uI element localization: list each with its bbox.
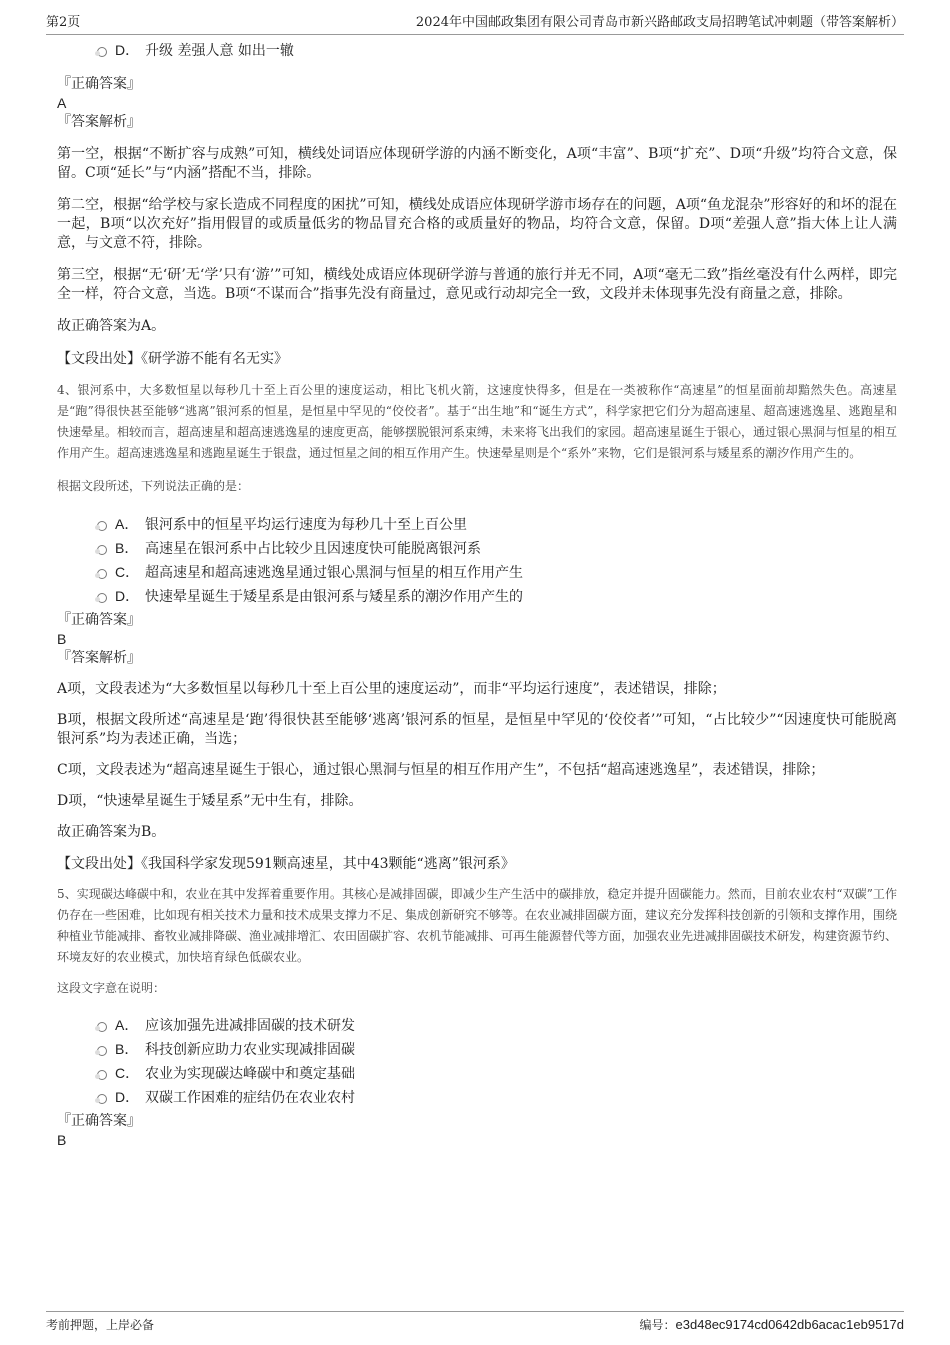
radio-icon[interactable]: [97, 545, 107, 555]
q3-source: 【文段出处】《研学游不能有名无实》: [57, 351, 288, 367]
radio-icon[interactable]: [97, 1046, 107, 1056]
q5-answer-label: 『正确答案』: [57, 1113, 141, 1129]
q4-option-a[interactable]: A． 银河系中的恒星平均运行速度为每秒几十至上百公里: [57, 512, 897, 536]
q4-answer-label: 『正确答案』: [57, 612, 141, 628]
q5-answer: B: [57, 1132, 67, 1148]
q4-option-b[interactable]: B． 高速星在银河系中占比较少且因速度快可能脱离银河系: [57, 536, 897, 560]
q3-conclusion: 故正确答案为A。: [57, 318, 166, 334]
q5-options: [57, 1013, 897, 1109]
q4-analysis-label: 『答案解析』: [57, 650, 141, 666]
q5-option-a[interactable]: A． 应该加强先进减排固碳的技术研发: [57, 1013, 897, 1037]
q4-analysis-c: C项，文段表述为“超高速星诞生于银心，通过银心黑洞与恒星的相互作用产生”，不包括“超高速逃逸星”，表述错误，排除；: [57, 762, 825, 778]
q4-analysis-a: A项，文段表述为“大多数恒星以每秒几十至上百公里的速度运动”，而非“平均运行速度”，表述错误，排除；: [57, 681, 726, 697]
footer-code: 编号：e3d48ec9174cd0642db6acac1eb9517d: [639, 1317, 904, 1332]
page-header: [46, 14, 904, 35]
q3-answer-label: 『正确答案』: [57, 76, 141, 92]
q4-analysis-b: B项，根据文段所述“高速星是‘跑’得很快甚至能够‘逃离’银河系的恒星，是恒星中罕见的‘佼佼者’”可知，“占比较少”“因速度快可能脱离银河系”均为表述正确，当选；: [57, 712, 897, 747]
radio-icon[interactable]: [97, 521, 107, 531]
page-content: [57, 38, 897, 1150]
q4-answer: B: [57, 631, 67, 647]
q4-option-c[interactable]: C． 超高速星和超高速逃逸星通过银心黑洞与恒星的相互作用产生: [57, 560, 897, 584]
radio-icon[interactable]: [97, 593, 107, 603]
document-title: 2024年中国邮政集团有限公司青岛市新兴路邮政支局招聘笔试冲刺题（带答案解析）: [415, 15, 904, 30]
q3-analysis-3: 第三空，根据“无‘研’无‘学’只有‘游’”可知，横线处成语应体现研学游与普通的旅行并无不同，A项“毫无二致”指丝毫没有什么两样，即完全一样，符合文意，当选。B项“不谋而合”指事先没有商量过，意见或行动却完全一致，文段并未体现事先没有商量之意，排除。: [57, 267, 897, 302]
radio-icon[interactable]: [97, 1022, 107, 1032]
q3-analysis-1: 第一空，根据“不断扩容与成熟”可知，横线处词语应体现研学游的内涵不断变化，A项“丰富”、B项“扩充”、D项“升级”均符合文意，保留。C项“延长”与“内涵”搭配不当，排除。: [57, 146, 897, 181]
radio-icon[interactable]: [97, 1070, 107, 1080]
q3-option-d[interactable]: D． 升级 差强人意 如出一辙: [57, 38, 897, 62]
q3-answer: A: [57, 95, 67, 111]
q3-analysis-2: 第二空，根据“给学校与家长造成不同程度的困扰”可知，横线处成语应体现研学游市场存在的问题，A项“鱼龙混杂”形容好的和坏的混在一起，B项“以次充好”指用假冒的或质量低劣的物品冒充合格的或质量好的物品，均符合文意，保留。D项“差强人意”指大体上让人满意，与文意不符，排除。: [57, 197, 897, 251]
q5-option-b[interactable]: B． 科技创新应助力农业实现减排固碳: [57, 1037, 897, 1061]
q5-prompt: 这段文字意在说明：: [57, 981, 166, 995]
radio-icon[interactable]: [97, 569, 107, 579]
footer-slogan: 考前押题，上岸必备: [46, 1318, 155, 1332]
page-footer: [46, 1311, 904, 1338]
q5-option-d[interactable]: D． 双碳工作困难的症结仍在农业农村: [57, 1085, 897, 1109]
q3-analysis-label: 『答案解析』: [57, 114, 141, 130]
q4-source: 【文段出处】《我国科学家发现591颗高速星，其中43颗能“逃离”银河系》: [57, 856, 515, 872]
q5-stem: 5、实现碳达峰碳中和，农业在其中发挥着重要作用。其核心是减排固碳，即减少生产生活中的碳排放，稳定并提升固碳能力。然而，目前农业农村“双碳”工作仍存在一些困难，比如现有相关技术力量和技术成果支撑力不足、集成创新研究不够等。在农业减排固碳方面，建议充分发挥科技创新的引领和支撑作用，围绕种植业节能减排、畜牧业减排降碳、渔业减排增汇、农田固碳扩容、农机节能减排、可再生能源替代等方面，加强农业先进减排固碳技术研发，构建资源节约、环境友好的农业模式，加快培育绿色低碳农业。: [57, 887, 898, 964]
q4-conclusion: 故正确答案为B。: [57, 824, 166, 840]
q4-analysis-d: D项，“快速晕星诞生于矮星系”无中生有，排除。: [57, 793, 363, 809]
q4-stem: 4、银河系中，大多数恒星以每秒几十至上百公里的速度运动，相比飞机火箭，这速度快得多，但是在一类被称作“高速星”的恒星面前却黯然失色。高速星是“跑”得很快甚至能够“逃离”银河系的恒星，是恒星中罕见的“佼佼者”。基于“出生地”和“诞生方式”，科学家把它们分为超高速星、超高速逃逸星、逃跑星和快速晕星。相较而言，超高速星和超高速逃逸星的速度更高，能够摆脱银河系束缚，未来将飞出我们的家园。超高速星诞生于银心，通过银心黑洞与恒星的相互作用产生。超高速逃逸星和逃跑星诞生于银盘，通过恒星之间的相互作用产生。快速晕星则是个“系外”来物，它们是银河系与矮星系的潮汐作用产生的。: [57, 383, 898, 460]
q4-prompt: 根据文段所述，下列说法正确的是：: [57, 479, 250, 493]
q5-option-c[interactable]: C． 农业为实现碳达峰碳中和奠定基础: [57, 1061, 897, 1085]
q4-option-d[interactable]: D． 快速晕星诞生于矮星系是由银河系与矮星系的潮汐作用产生的: [57, 584, 897, 608]
page-number: 第2页: [46, 15, 81, 30]
radio-icon[interactable]: [97, 47, 107, 57]
radio-icon[interactable]: [97, 1094, 107, 1104]
q4-options: [57, 512, 897, 608]
